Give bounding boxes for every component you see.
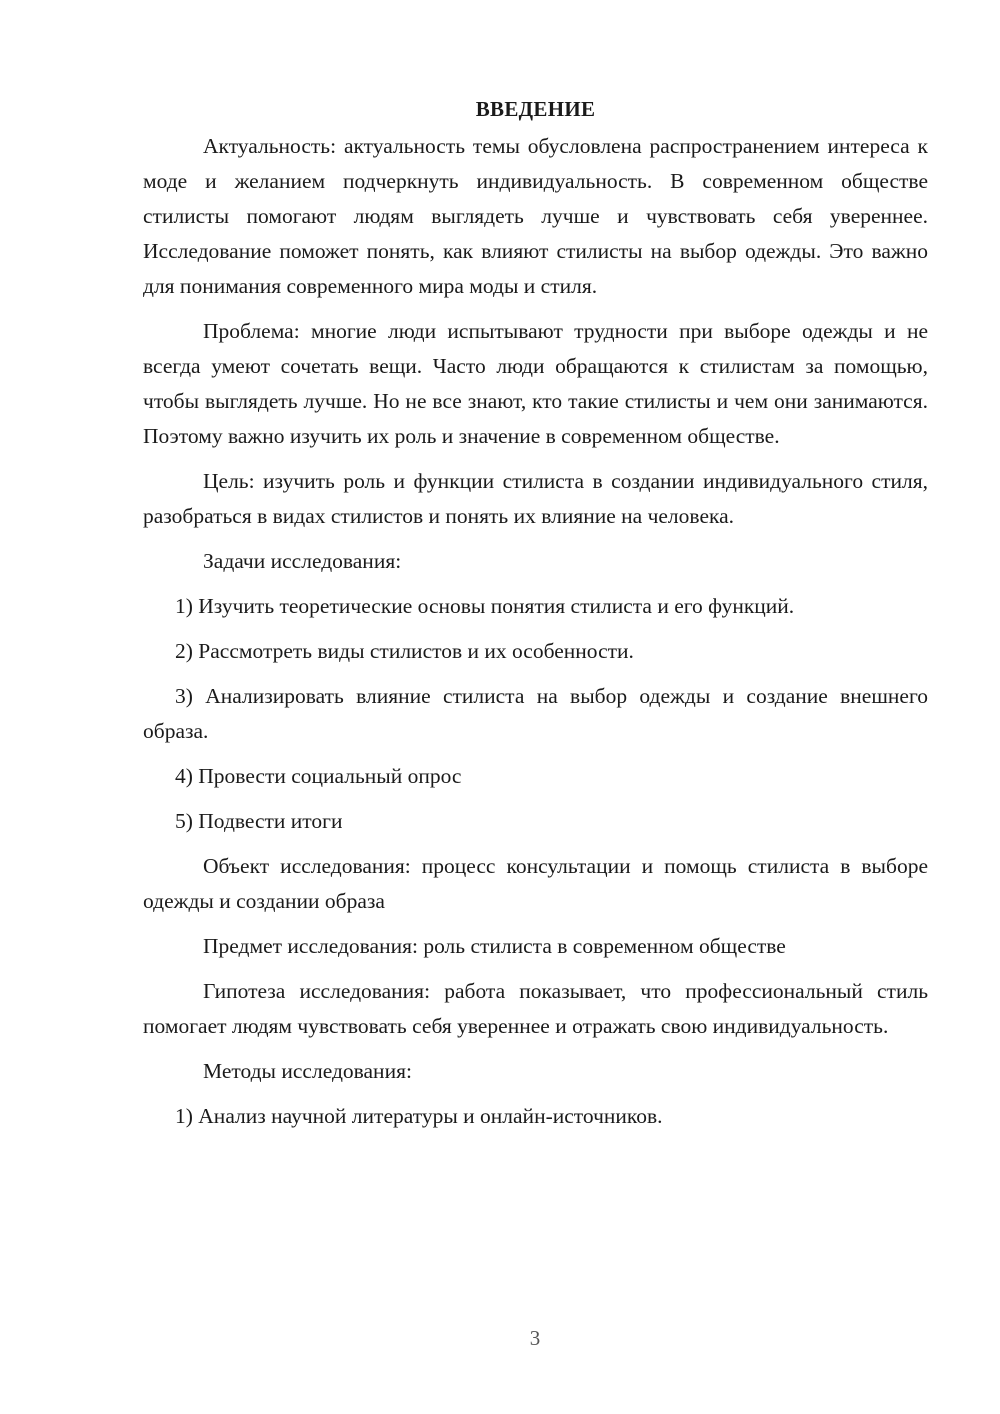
methods-heading: Методы исследования: bbox=[203, 1059, 412, 1083]
relevance-paragraph: Актуальность: актуальность темы обусловлена распространением интереса к моде и желанием подчеркнуть индивидуальность. В современном обществе стилисты помогают людям выглядеть лучше и чувствовать себя увереннее. Исследование поможет понять, как влияют стилисты на выбор одежды. Это важно для понимания современного мира моды и стиля. bbox=[143, 134, 928, 298]
subject-paragraph: Предмет исследования: роль стилиста в современном обществе bbox=[203, 934, 786, 958]
page-title: ВВЕДЕНИЕ bbox=[475, 97, 596, 121]
problem-paragraph: Проблема: многие люди испытывают трудности при выборе одежды и не всегда умеют сочетать вещи. Часто люди обращаются к стилистам за помощью, чтобы выглядеть лучше. Но не все знают, кто такие стилисты и чем они занимаются. Поэтому важно изучить их роль и значение в современном обществе. bbox=[143, 319, 928, 448]
method-item: 1) Анализ научной литературы и онлайн-источников. bbox=[175, 1104, 663, 1128]
hypothesis-paragraph: Гипотеза исследования: работа показывает, что профессиональный стиль помогает людям чувствовать себя увереннее и отражать свою индивидуальность. bbox=[143, 979, 928, 1038]
goal-paragraph: Цель: изучить роль и функции стилиста в создании индивидуального стиля, разобраться в видах стилистов и понять их влияние на человека. bbox=[143, 469, 928, 528]
tasks-heading: Задачи исследования: bbox=[203, 549, 402, 573]
task-item: 1) Изучить теоретические основы понятия стилиста и его функций. bbox=[175, 594, 795, 618]
task-item: 3) Анализировать влияние стилиста на выбор одежды и создание внешнего образа. bbox=[143, 684, 928, 743]
task-item: 5) Подвести итоги bbox=[175, 809, 343, 833]
task-item: 2) Рассмотреть виды стилистов и их особенности. bbox=[175, 639, 634, 663]
document-page bbox=[143, 92, 928, 1144]
task-item: 4) Провести социальный опрос bbox=[175, 764, 462, 788]
object-paragraph: Объект исследования: процесс консультации и помощь стилиста в выборе одежды и создании образа bbox=[143, 854, 928, 913]
page-number: 3 bbox=[529, 1326, 541, 1350]
